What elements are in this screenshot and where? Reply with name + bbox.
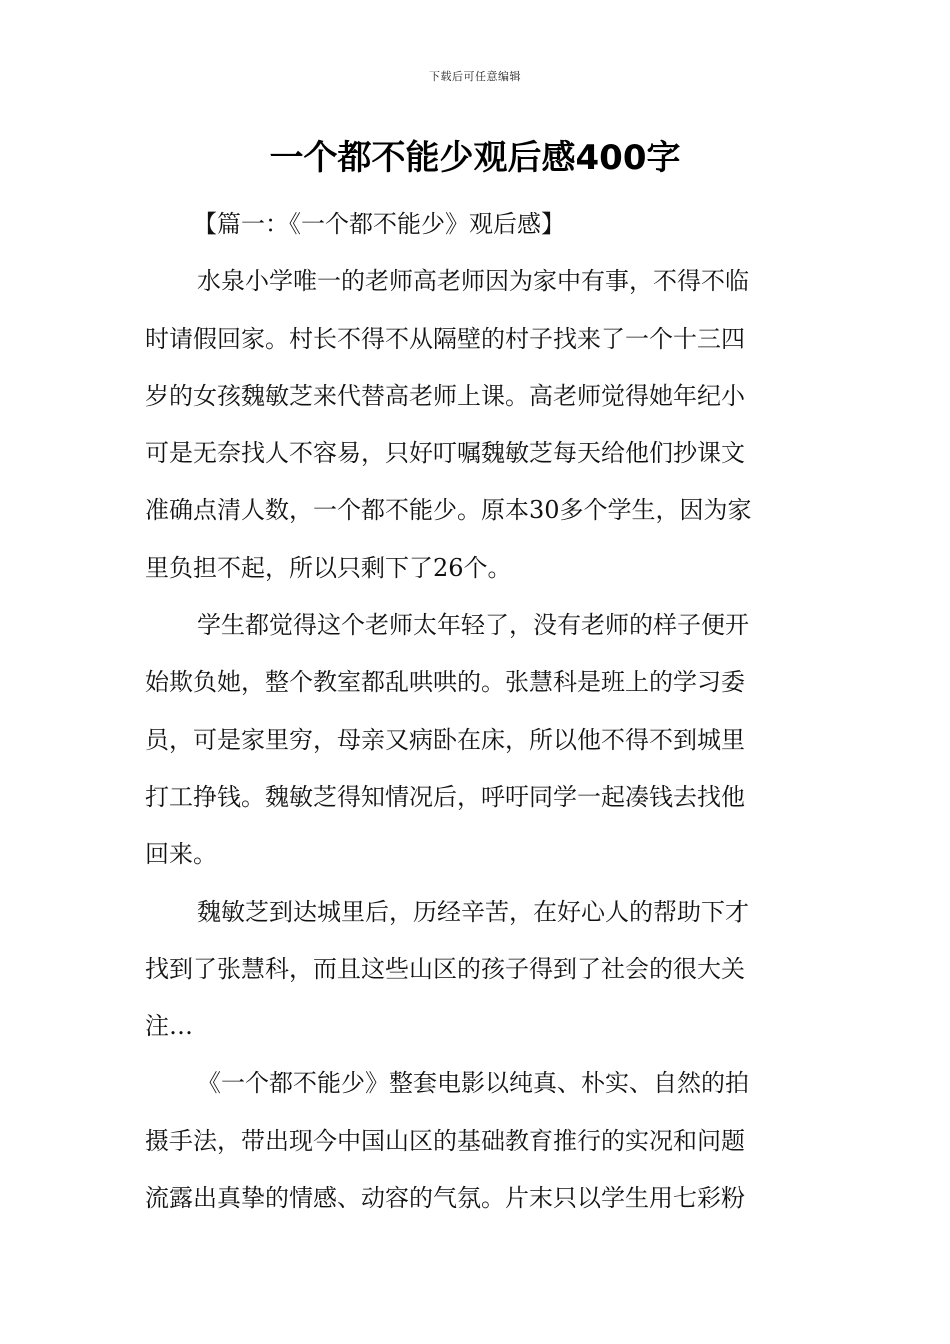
header-note: 下载后可任意编辑 [429,70,521,83]
paragraph-2 [145,597,805,883]
paragraph-line: 时请假回家。村长不得不从隔壁的村子找来了一个十三四 [145,324,745,353]
document-body [145,196,805,1227]
paragraph-line: 魏敏芝到达城里后，历经辛苦，在好心人的帮助下才 [197,897,749,926]
document-title: 一个都不能少观后感400字 [269,138,681,178]
paragraph-1 [145,253,805,597]
paragraph-line: 摄手法，带出现今中国山区的基础教育推行的实况和问题 [145,1126,745,1155]
paragraph-line: 《一个都不能少》整套电影以纯真、朴实、自然的拍 [197,1069,749,1098]
paragraph-line: 可是无奈找人不容易，只好叮嘱魏敏芝每天给他们抄课文 [145,439,745,468]
paragraph-3 [145,884,805,1056]
paragraph-line: 岁的女孩魏敏芝来代替高老师上课。高老师觉得她年纪小 [145,381,745,410]
paragraph-line: 准确点清人数，一个都不能少。原本30多个学生，因为家 [145,496,752,525]
paragraph-line: 水泉小学唯一的老师高老师因为家中有事，不得不临 [197,267,749,296]
paragraph-line: 员，可是家里穷，母亲又病卧在床，所以他不得不到城里 [145,725,745,754]
paragraph-line: 流露出真挚的情感、动容的气氛。片末只以学生用七彩粉 [145,1184,745,1213]
paragraph-line: 学生都觉得这个老师太年轻了，没有老师的样子便开 [197,611,749,640]
paragraph-line: 始欺负她，整个教室都乱哄哄的。张慧科是班上的学习委 [145,668,745,697]
paragraph-4 [145,1055,805,1227]
paragraph-line: 里负担不起，所以只剩下了26个。 [145,553,512,582]
paragraph-line: 打工挣钱。魏敏芝得知情况后，呼吁同学一起凑钱去找他 [145,782,745,811]
paragraph-line: 找到了张慧科，而且这些山区的孩子得到了社会的很大关 [145,954,745,983]
paragraph-line: 回来。 [145,840,217,869]
section-heading: 【篇一：《一个都不能少》观后感】 [193,210,565,238]
paragraph-line: 注… [145,1012,193,1041]
